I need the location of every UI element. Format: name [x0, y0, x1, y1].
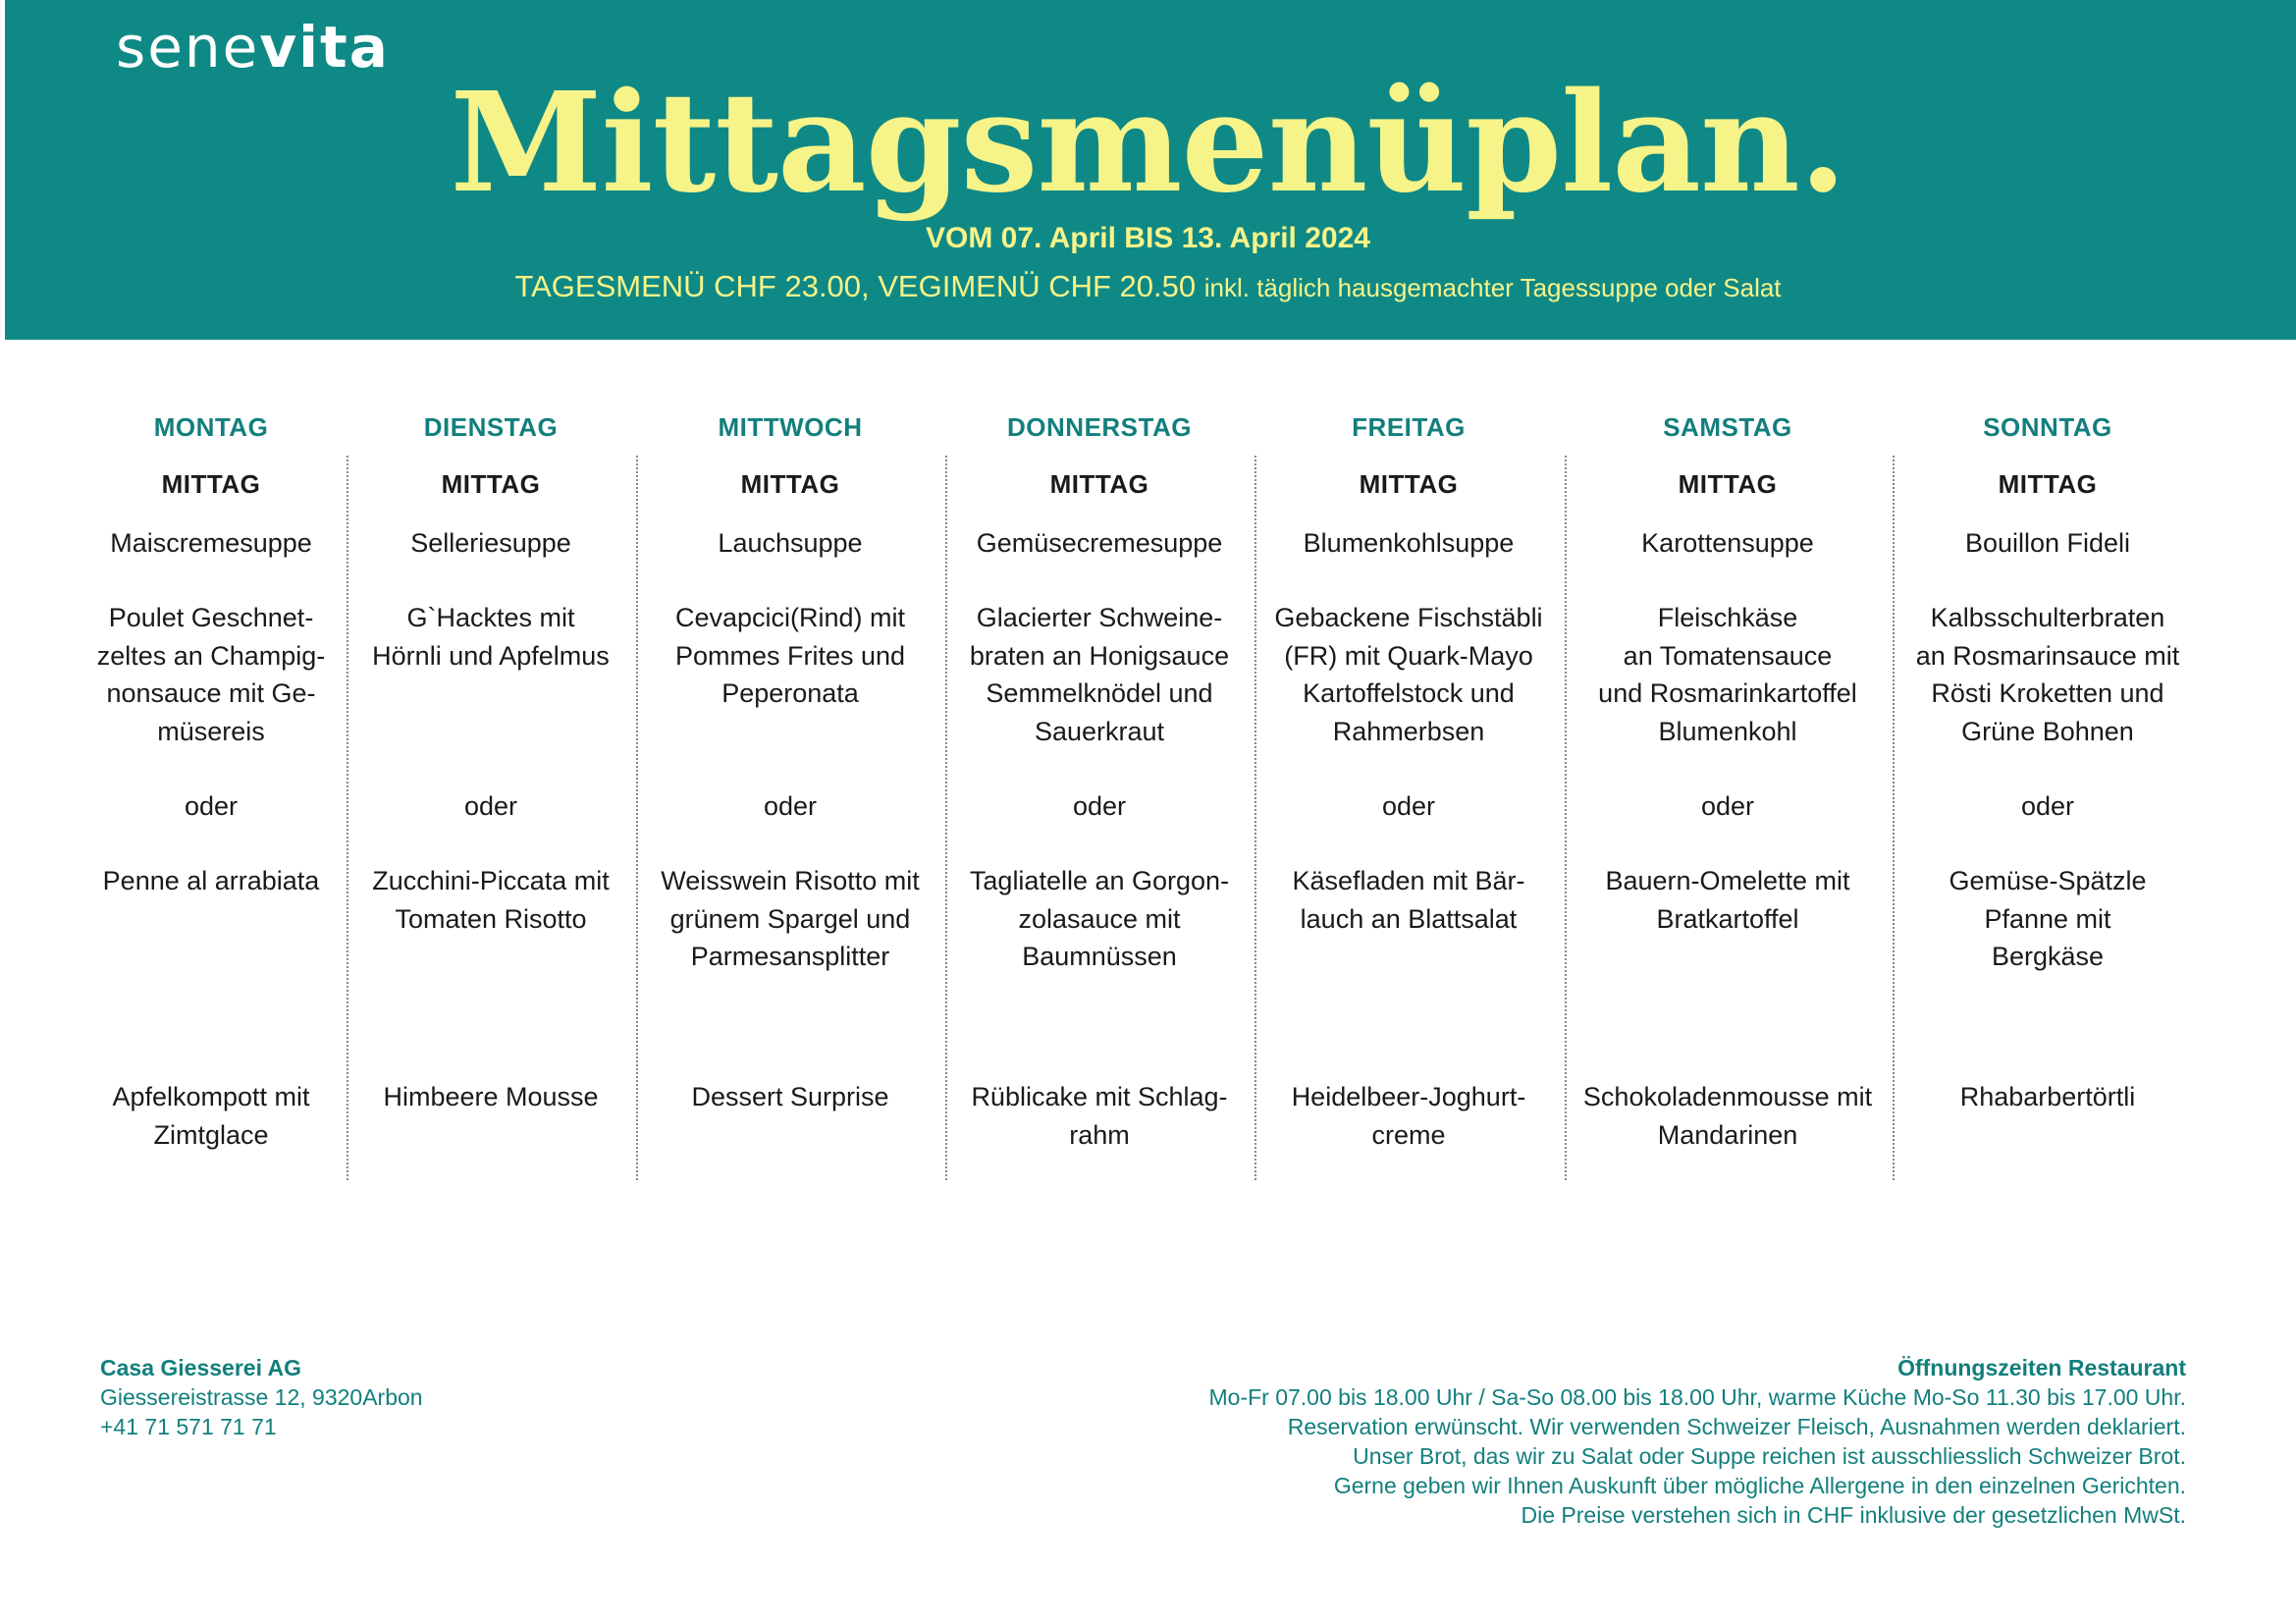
vegi-dish: Käsefladen mit Bär- lauch an Blattsalat: [1292, 866, 1525, 934]
vegi-dish: Penne al arrabiata: [102, 866, 320, 895]
dessert-item: Heidelbeer-Joghurt- creme: [1291, 1082, 1526, 1150]
column-divider: [1255, 456, 1256, 1180]
meal-label: MITTAG: [1678, 469, 1778, 499]
contact-block: [100, 1353, 423, 1441]
hours-line: Gerne geben wir Ihnen Auskunft über mögliche Allergene in den einzelnen Gerichten.: [1333, 1473, 2186, 1498]
dessert-item: Rüblicake mit Schlag- rahm: [971, 1082, 1228, 1150]
or-separator: oder: [1700, 791, 1755, 821]
column-divider: [347, 456, 348, 1180]
main-dish: Fleischkäse an Tomatensauce und Rosmarinkartoffel Blumenkohl: [1598, 603, 1857, 746]
company-name: Casa Giesserei AG: [100, 1355, 301, 1380]
meal-label: MITTAG: [441, 469, 541, 499]
soup-item: Blumenkohlsuppe: [1303, 528, 1515, 558]
senevita-logo: senevita: [116, 14, 390, 81]
soup-item: Selleriesuppe: [410, 528, 571, 558]
company-address: Giessereistrasse 12, 9320Arbon: [100, 1384, 423, 1410]
or-separator: oder: [463, 791, 518, 821]
column-divider: [1893, 456, 1895, 1180]
day-header: MITTWOCH: [718, 412, 863, 442]
day-header: MONTAG: [153, 412, 269, 442]
vegi-dish: Tagliatelle an Gorgon- zolasauce mit Baumnüssen: [969, 866, 1230, 971]
main-dish: Cevapcici(Rind) mit Pommes Frites und Peperonata: [674, 603, 906, 708]
hours-line: Die Preise verstehen sich in CHF inklusive der gesetzlichen MwSt.: [1521, 1502, 2186, 1528]
or-separator: oder: [1072, 791, 1127, 821]
or-separator: oder: [1381, 791, 1436, 821]
or-separator: oder: [763, 791, 818, 821]
hours-line: Mo-Fr 07.00 bis 18.00 Uhr / Sa-So 08.00 bis 18.00 Uhr, warme Küche Mo-So 11.30 bis 17.00 Uhr.: [1208, 1384, 2186, 1410]
main-dish: Glacierter Schweine- braten an Honigsauce Semmelknödel und Sauerkraut: [969, 603, 1230, 746]
day-header: SAMSTAG: [1663, 412, 1792, 442]
main-dish: Gebackene Fischstäbli (FR) mit Quark-Mayo Kartoffelstock und Rahmerbsen: [1274, 603, 1543, 746]
column-divider: [1565, 456, 1567, 1180]
vegi-dish: Weisswein Risotto mit grünem Spargel und Parmesansplitter: [661, 866, 920, 971]
column-divider: [636, 456, 638, 1180]
date-range: VOM 07. April BIS 13. April 2024: [926, 222, 1370, 254]
meal-label: MITTAG: [161, 469, 261, 499]
opening-hours-title: Öffnungszeiten Restaurant: [1897, 1355, 2186, 1380]
day-header: SONNTAG: [1983, 412, 2112, 442]
dessert-item: Rhabarbertörtli: [1959, 1082, 2136, 1111]
meal-label: MITTAG: [1998, 469, 2098, 499]
vegi-dish: Gemüse-Spätzle Pfanne mit Bergkäse: [1949, 866, 2147, 971]
vegi-dish: Bauern-Omelette mit Bratkartoffel: [1605, 866, 1850, 934]
opening-hours-block: [1209, 1353, 2187, 1530]
dessert-item: Schokoladenmousse mit Mandarinen: [1582, 1082, 1873, 1150]
main-dish: Kalbsschulterbraten an Rosmarinsauce mit Rösti Kroketten und Grüne Bohnen: [1915, 603, 2180, 746]
day-header: DIENSTAG: [423, 412, 559, 442]
meal-label: MITTAG: [1049, 469, 1149, 499]
column-divider: [945, 456, 947, 1180]
soup-item: Karottensuppe: [1641, 528, 1814, 558]
page-title: Mittagsmenüplan.: [450, 63, 1846, 224]
main-dish: Poulet Geschnet- zeltes an Champig- nonsauce mit Ge- müsereis: [96, 603, 326, 746]
vegi-dish: Zucchini-Piccata mit Tomaten Risotto: [372, 866, 610, 934]
dessert-item: Himbeere Mousse: [383, 1082, 599, 1111]
or-separator: oder: [2020, 791, 2075, 821]
company-phone: +41 71 571 71 71: [100, 1414, 277, 1439]
hours-line: Reservation erwünscht. Wir verwenden Schweizer Fleisch, Ausnahmen werden deklariert.: [1287, 1414, 2186, 1439]
soup-item: Bouillon Fideli: [1964, 528, 2131, 558]
or-separator: oder: [184, 791, 239, 821]
day-header: DONNERSTAG: [1007, 412, 1192, 442]
soup-item: Maiscremesuppe: [110, 528, 312, 558]
soup-item: Gemüsecremesuppe: [976, 528, 1223, 558]
soup-item: Lauchsuppe: [718, 528, 863, 558]
price-line: TAGESMENÜ CHF 23.00, VEGIMENÜ CHF 20.50 inkl. täglich hausgemachter Tagessuppe oder Salat: [514, 269, 1782, 303]
main-dish: G`Hacktes mit Hörnli und Apfelmus: [372, 603, 610, 671]
dessert-item: Dessert Surprise: [691, 1082, 889, 1111]
hours-line: Unser Brot, das wir zu Salat oder Suppe reichen ist ausschliesslich Schweizer Brot.: [1353, 1443, 2186, 1469]
dessert-item: Apfelkompott mit Zimtglace: [112, 1082, 310, 1150]
meal-label: MITTAG: [740, 469, 840, 499]
meal-label: MITTAG: [1359, 469, 1459, 499]
day-header: FREITAG: [1352, 412, 1466, 442]
